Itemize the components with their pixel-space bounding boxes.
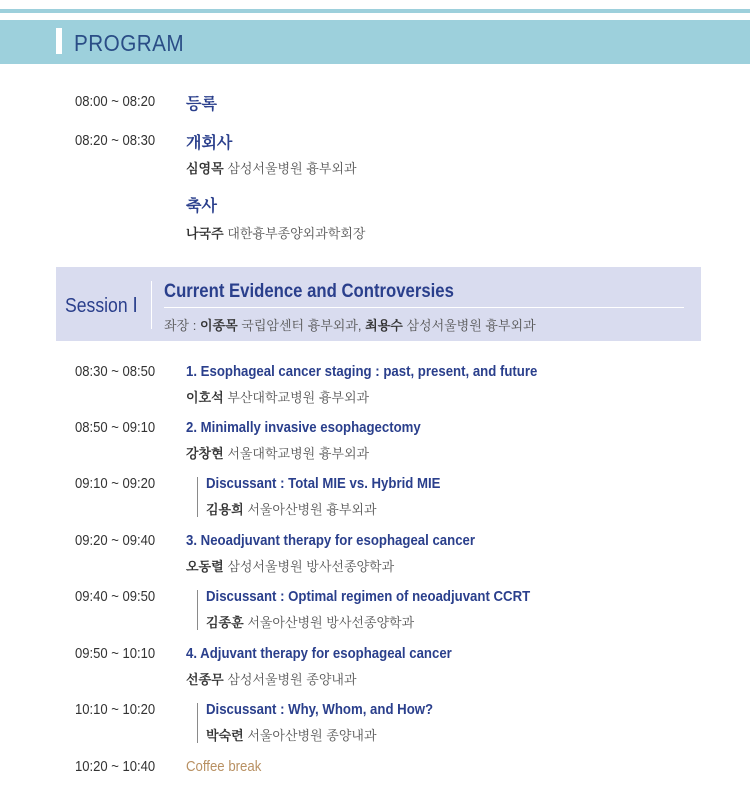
discussant-divider [197, 477, 198, 517]
session-chairs [164, 315, 536, 334]
chair-affiliation: 삼성서울병원 흉부외과 [406, 318, 536, 333]
time-slot: 08:30 ~ 08:50 [75, 364, 156, 380]
speaker [206, 725, 377, 744]
speaker-affiliation: 대한흉부종양외과학회장 [227, 226, 366, 241]
session-title: Current Evidence and Controversies [164, 281, 454, 302]
speaker [186, 443, 369, 462]
talk-title: 3. Neoadjuvant therapy for esophageal cancer [186, 532, 476, 549]
speaker-name: 박숙련 [206, 728, 244, 743]
session-label: Session Ⅰ [65, 295, 138, 317]
time-slot: 08:50 ~ 09:10 [75, 420, 156, 436]
speaker [206, 612, 414, 631]
discussant-title: Discussant : Why, Whom, and How? [206, 701, 434, 718]
item-title: 등록 [186, 96, 217, 113]
speaker [206, 499, 377, 518]
time-slot: 09:20 ~ 09:40 [75, 533, 156, 549]
speaker-affiliation: 서울아산병원 방사선종양학과 [247, 615, 415, 630]
chair-name: 최용수 [365, 318, 403, 333]
header-bar-icon [56, 28, 62, 54]
chair-name: 이종목 [199, 318, 238, 333]
speaker [186, 158, 357, 177]
speaker [186, 223, 365, 242]
speaker-affiliation: 삼성서울병원 흉부외과 [227, 161, 357, 176]
time-slot: 10:20 ~ 10:40 [75, 759, 156, 775]
time-slot: 10:10 ~ 10:20 [75, 702, 156, 718]
speaker-affiliation: 서울아산병원 흉부외과 [247, 502, 377, 517]
speaker-name: 심영목 [186, 161, 224, 176]
chair-prefix: 좌장 : [164, 318, 200, 333]
item-title: 개회사 [186, 135, 233, 152]
chair-affiliation: 국립암센터 흉부외과, [241, 318, 362, 333]
speaker-name: 강창현 [186, 446, 224, 461]
session-divider [151, 281, 152, 329]
talk-title: 1. Esophageal cancer staging : past, present, and future [186, 363, 538, 380]
discussant-title: Discussant : Total MIE vs. Hybrid MIE [206, 475, 441, 492]
discussant-title: Discussant : Optimal regimen of neoadjuvant CCRT [206, 588, 531, 605]
speaker-name: 오동렬 [186, 559, 224, 574]
speaker-affiliation: 삼성서울병원 종양내과 [227, 672, 357, 687]
speaker-name: 김종훈 [206, 615, 244, 630]
discussant-divider [197, 703, 198, 743]
session-box [56, 267, 701, 341]
speaker [186, 556, 394, 575]
time-slot: 09:10 ~ 09:20 [75, 476, 156, 492]
coffee-break-label: Coffee break [186, 758, 262, 775]
item-title: 축사 [186, 198, 217, 215]
speaker-name: 선종무 [186, 672, 224, 687]
session-rule [164, 307, 684, 308]
speaker-affiliation: 삼성서울병원 방사선종양학과 [227, 559, 395, 574]
speaker [186, 387, 369, 406]
talk-title: 2. Minimally invasive esophagectomy [186, 419, 421, 436]
time-slot: 09:50 ~ 10:10 [75, 646, 156, 662]
time-slot: 08:00 ~ 08:20 [75, 94, 156, 110]
speaker-name: 김용희 [206, 502, 244, 517]
speaker [186, 669, 357, 688]
speaker-affiliation: 서울아산병원 종양내과 [247, 728, 377, 743]
speaker-affiliation: 서울대학교병원 흉부외과 [227, 446, 370, 461]
speaker-affiliation: 부산대학교병원 흉부외과 [227, 390, 370, 405]
time-slot: 09:40 ~ 09:50 [75, 589, 156, 605]
speaker-name: 이호석 [186, 390, 224, 405]
speaker-name: 나국주 [186, 226, 224, 241]
time-slot: 08:20 ~ 08:30 [75, 133, 156, 149]
page-title: PROGRAM [74, 30, 185, 56]
program-header [0, 20, 750, 64]
top-accent-line [0, 9, 750, 13]
talk-title: 4. Adjuvant therapy for esophageal cancer [186, 645, 452, 662]
discussant-divider [197, 590, 198, 630]
